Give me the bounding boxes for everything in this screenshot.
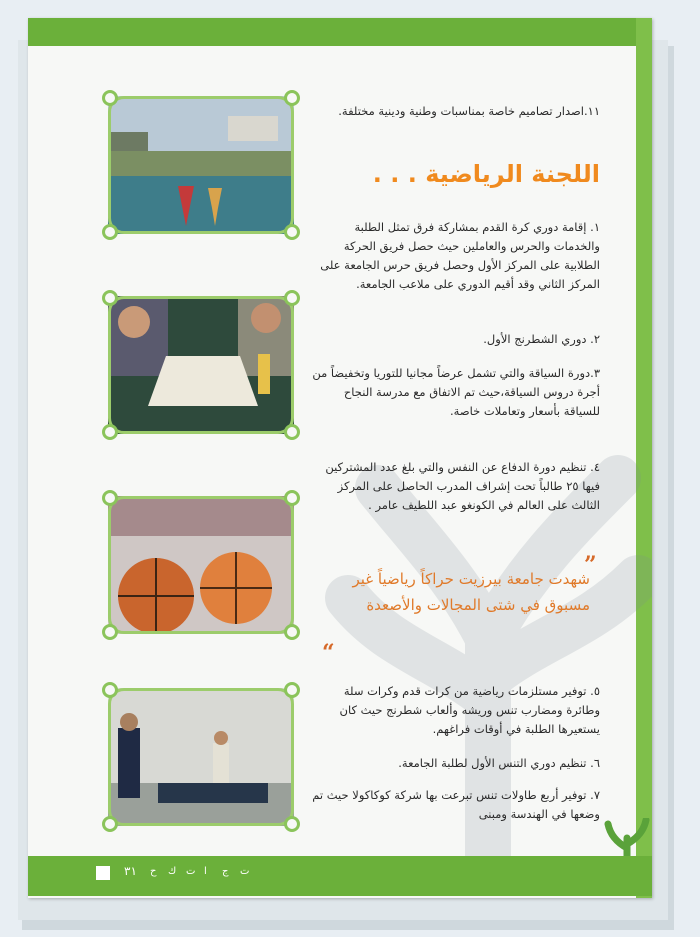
quote-open-icon: ”: [584, 552, 597, 578]
photo-border: [108, 96, 294, 234]
basketballs-photo: [102, 490, 300, 640]
ornament-icon: [284, 624, 300, 640]
item-7-text: ٧. توفير أربع طاولات تنس تبرعت بها شركة كوكاكولا حيث تم وضعها في الهندسة ومبنى: [312, 788, 600, 821]
footer-letter: ت: [240, 866, 250, 877]
ornament-icon: [102, 290, 118, 306]
ornament-icon: [102, 816, 118, 832]
ornament-icon: [102, 624, 118, 640]
footer-letter: ك: [168, 866, 177, 877]
ornament-icon: [284, 490, 300, 506]
chess-match-photo: [102, 290, 300, 440]
pull-quote: شهدت جامعة بيرزيت حراكاً رياضياً غير مسبوق في شتى المجالات والأصعدة: [352, 570, 590, 614]
ornament-icon: [102, 424, 118, 440]
item-6-text: ٦. تنظيم دوري التنس الأول لطلبة الجامعة.: [398, 756, 600, 770]
ornament-icon: [284, 224, 300, 240]
ornament-icon: [284, 816, 300, 832]
item-11-text: ١١.اصدار تصاميم خاصة بمناسبات وطنية ودينية مختلفة.: [338, 104, 600, 118]
ornament-icon: [284, 290, 300, 306]
table-tennis-photo: [102, 682, 300, 832]
photo-border: [108, 496, 294, 634]
item-5-text: ٥. توفير مستلزمات رياضية من كرات قدم وكرات سلة وطائرة ومضارب تنس وريشه وألعاب شطرنج حيث كان يستعيرها الطلبة في أوقات فراغهم.: [339, 684, 600, 736]
ornament-icon: [284, 682, 300, 698]
ornament-icon: [102, 90, 118, 106]
bottom-green-band: [28, 856, 652, 896]
item-1-text: ١. إقامة دوري كرة القدم بمشاركة فرق تمثل الطلبة والخدمات والحرس والعاملين حيث حصل فريق الحركة الطلابية على المركز الأول وحصل فريق حرس الجامعة على المركز الثاني وقد أقيم الدوري على ملاعب الجامعة.: [320, 220, 600, 291]
photo-border: [108, 296, 294, 434]
ornament-icon: [284, 424, 300, 440]
footer-square: [96, 866, 110, 880]
ornament-icon: [284, 90, 300, 106]
photo-border: [108, 688, 294, 826]
magazine-page: [28, 18, 652, 898]
footer-letter: ت: [186, 866, 196, 877]
ornament-icon: [102, 490, 118, 506]
item-3-text: ٣.دورة السياقة والتي تشمل عرضاً مجانيا للتوريا وتخفيضاً من أجرة دروس السياقة،حيث تم الاتفاق مع مدرسة النجاح للسياقة بأسعار وتعاملات خاصة.: [312, 366, 600, 418]
footer-letter: ج: [222, 866, 229, 877]
footer-letter: ا: [204, 866, 207, 877]
ornament-icon: [102, 682, 118, 698]
item-2-text: ٢. دوري الشطرنج الأول.: [483, 332, 600, 346]
ornament-icon: [102, 224, 118, 240]
footer-letter: ح: [150, 866, 157, 877]
quote-close-icon: “: [322, 640, 335, 666]
page-number: ٣١: [124, 864, 137, 878]
item-4-text: ٤. تنظيم دورة الدفاع عن النفس والتي بلغ عدد المشتركين فيها ٢٥ طالباً تحت إشراف المدرب الحاصل على المركز الثالث على العالم في الكونغو عبد اللطيف عامر .: [325, 460, 600, 512]
section-heading: اللجنة الرياضية . . .: [372, 160, 600, 188]
top-green-band: [28, 18, 652, 46]
football-stadium-trophies-photo: [102, 90, 300, 240]
